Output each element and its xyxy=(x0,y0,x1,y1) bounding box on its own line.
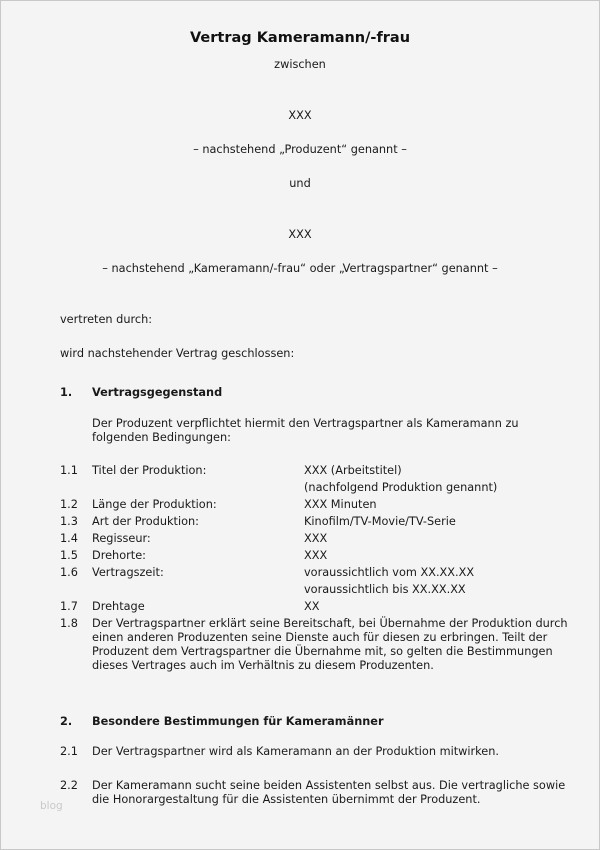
item-number: 1.7 xyxy=(60,600,78,613)
item-paragraph-line: Der Vertragspartner erklärt seine Bereitschaft, bei Übernahme der Produktion durch xyxy=(92,617,568,630)
item-number: 1.2 xyxy=(60,498,78,511)
item-value: voraussichtlich vom XX.XX.XX xyxy=(304,566,475,579)
item-value: XXX Minuten xyxy=(304,498,377,511)
item-paragraph-line: Der Vertragspartner wird als Kameramann an der Produktion mitwirken. xyxy=(92,745,500,758)
item-value: XXX xyxy=(304,549,328,562)
item-number: 2.2 xyxy=(60,779,78,792)
item-number: 1.1 xyxy=(60,464,78,477)
party2-name: XXX xyxy=(288,228,312,241)
item-number: 1.6 xyxy=(60,566,78,579)
section1-number: 1. xyxy=(60,386,73,399)
item-label: Regisseur: xyxy=(92,532,151,545)
party1-role: – nachstehend „Produzent“ genannt – xyxy=(193,143,407,156)
item-number: 1.4 xyxy=(60,532,78,545)
between-text: zwischen xyxy=(274,58,326,71)
item-label: Vertragszeit: xyxy=(92,566,164,579)
item-paragraph-line: Produzent dem Vertragspartner die Übernahme mit, so gelten die Bestimmungen xyxy=(92,645,553,658)
item-number: 1.3 xyxy=(60,515,78,528)
item-label: Länge der Produktion: xyxy=(92,498,217,511)
item-value: XX xyxy=(304,600,320,613)
item-value: Kinofilm/TV-Movie/TV-Serie xyxy=(304,515,456,528)
section1-heading: Vertragsgegenstand xyxy=(92,386,223,399)
contract-intro: wird nachstehender Vertrag geschlossen: xyxy=(60,347,295,360)
section1-intro-line: Der Produzent verpflichtet hiermit den Vertragspartner als Kameramann zu xyxy=(92,417,519,430)
party1-name: XXX xyxy=(288,109,312,122)
item-value: XXX (Arbeitstitel) xyxy=(304,464,402,477)
item-label: Titel der Produktion: xyxy=(92,464,207,477)
and-text: und xyxy=(289,177,311,190)
item-value: XXX xyxy=(304,532,328,545)
document-title: Vertrag Kameramann/-frau xyxy=(189,30,411,46)
represented-by: vertreten durch: xyxy=(60,313,153,326)
watermark: blog xyxy=(40,800,63,812)
item-paragraph-line: einen anderen Produzenten seine Dienste auch für diesen zu erbringen. Teilt der xyxy=(92,631,548,644)
item-label: Drehorte: xyxy=(92,549,146,562)
section2-number: 2. xyxy=(60,715,73,728)
item-number: 2.1 xyxy=(60,745,78,758)
item-paragraph-line: Der Kameramann sucht seine beiden Assistenten selbst aus. Die vertragliche sowie xyxy=(92,779,566,792)
section2-heading: Besondere Bestimmungen für Kameramänner xyxy=(92,715,384,728)
item-number: 1.5 xyxy=(60,549,78,562)
item-number: 1.8 xyxy=(60,617,78,630)
item-value-continued: (nachfolgend Produktion genannt) xyxy=(304,481,498,494)
item-label: Art der Produktion: xyxy=(92,515,199,528)
party2-role: – nachstehend „Kameramann/-frau“ oder „Vertragspartner“ genannt – xyxy=(102,262,498,275)
item-value-continued: voraussichtlich bis XX.XX.XX xyxy=(304,583,466,596)
section1-intro-line: folgenden Bedingungen: xyxy=(92,431,231,444)
item-paragraph-line: dieses Vertrages auch im Verhältnis zu diesem Produzenten. xyxy=(92,659,434,672)
item-paragraph-line: die Honorargestaltung für die Assistenten übernimmt der Produzent. xyxy=(92,793,481,806)
item-label: Drehtage xyxy=(92,600,145,613)
